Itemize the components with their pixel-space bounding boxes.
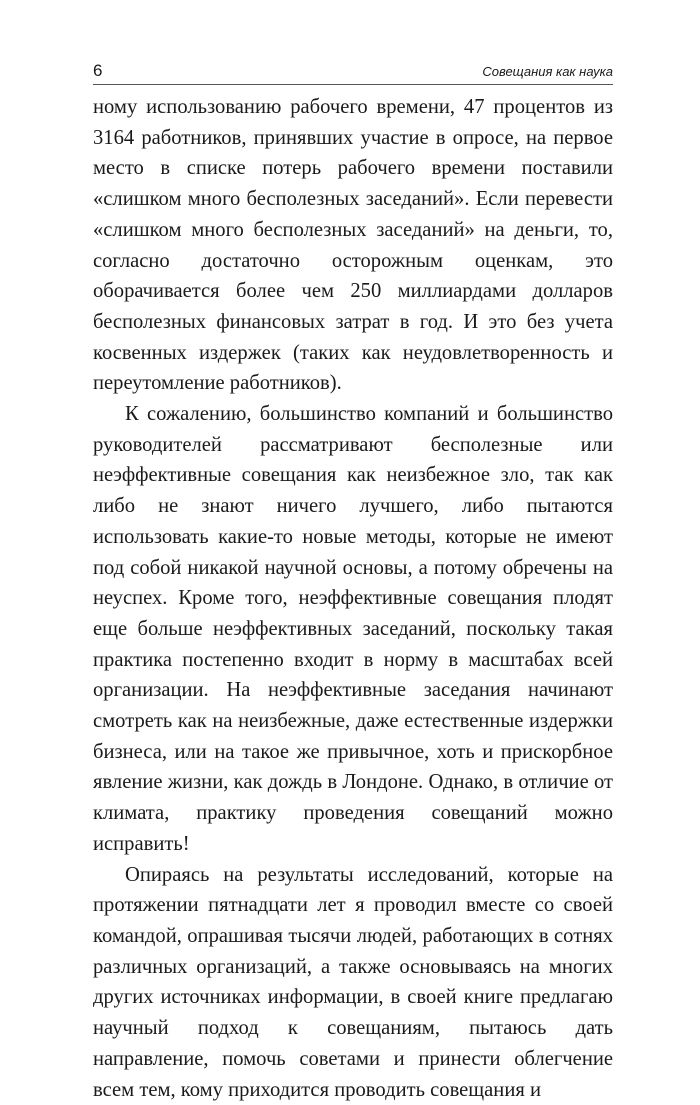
body-text <box>93 92 613 1105</box>
paragraph-2: К сожалению, большинство компаний и большинство руководителей рассматривают бесполезные или неэффективные совещания как неизбежное зло, так как либо не знают ничего лучшего, либо пытаются использовать какие-то новые методы, которые не имеют под собой никакой научной основы, а потому обречены на неуспех. Кроме того, неэффективные совещания плодят еще больше неэффективных заседаний, поскольку такая практика постепенно входит в норму в масштабах всей организации. На неэффективные заседания начинают смотреть как на неизбежные, даже естественные издержки бизнеса, или на такое же привычное, хоть и прискорбное явление жизни, как дождь в Лондоне. Однако, в отличие от климата, практику проведения совещаний можно исправить! <box>93 403 613 855</box>
paragraph-1: ному использованию рабочего времени, 47 процентов из 3164 работников, принявших участие в опросе, на первое место в списке потерь рабочего времени поставили «слишком много бесполезных заседаний». Если перевести «слишком много бесполезных заседаний» на деньги, то, согласно достаточно осторожным оценкам, это оборачивается более чем 250 миллиардами долларов бесполезных финансовых затрат в год. И это без учета косвенных издержек (таких как неудовлетворенность и переутомление работников). <box>93 96 613 395</box>
book-page <box>93 58 613 1105</box>
paragraph-3: Опираясь на результаты исследований, которые на протяжении пятнадцати лет я проводил вместе со своей командой, опрашивая тысячи людей, работающих в сотнях различных организаций, а также основываясь на многих других источниках информации, в своей книге предлагаю научный подход к совещаниям, пытаюсь дать направление, помочь советами и принести облегчение всем тем, кому приходится проводить совещания и <box>93 863 613 1101</box>
running-title: Совещания как наука <box>482 64 613 79</box>
page-header <box>93 58 613 85</box>
page-number: 6 <box>93 61 103 80</box>
